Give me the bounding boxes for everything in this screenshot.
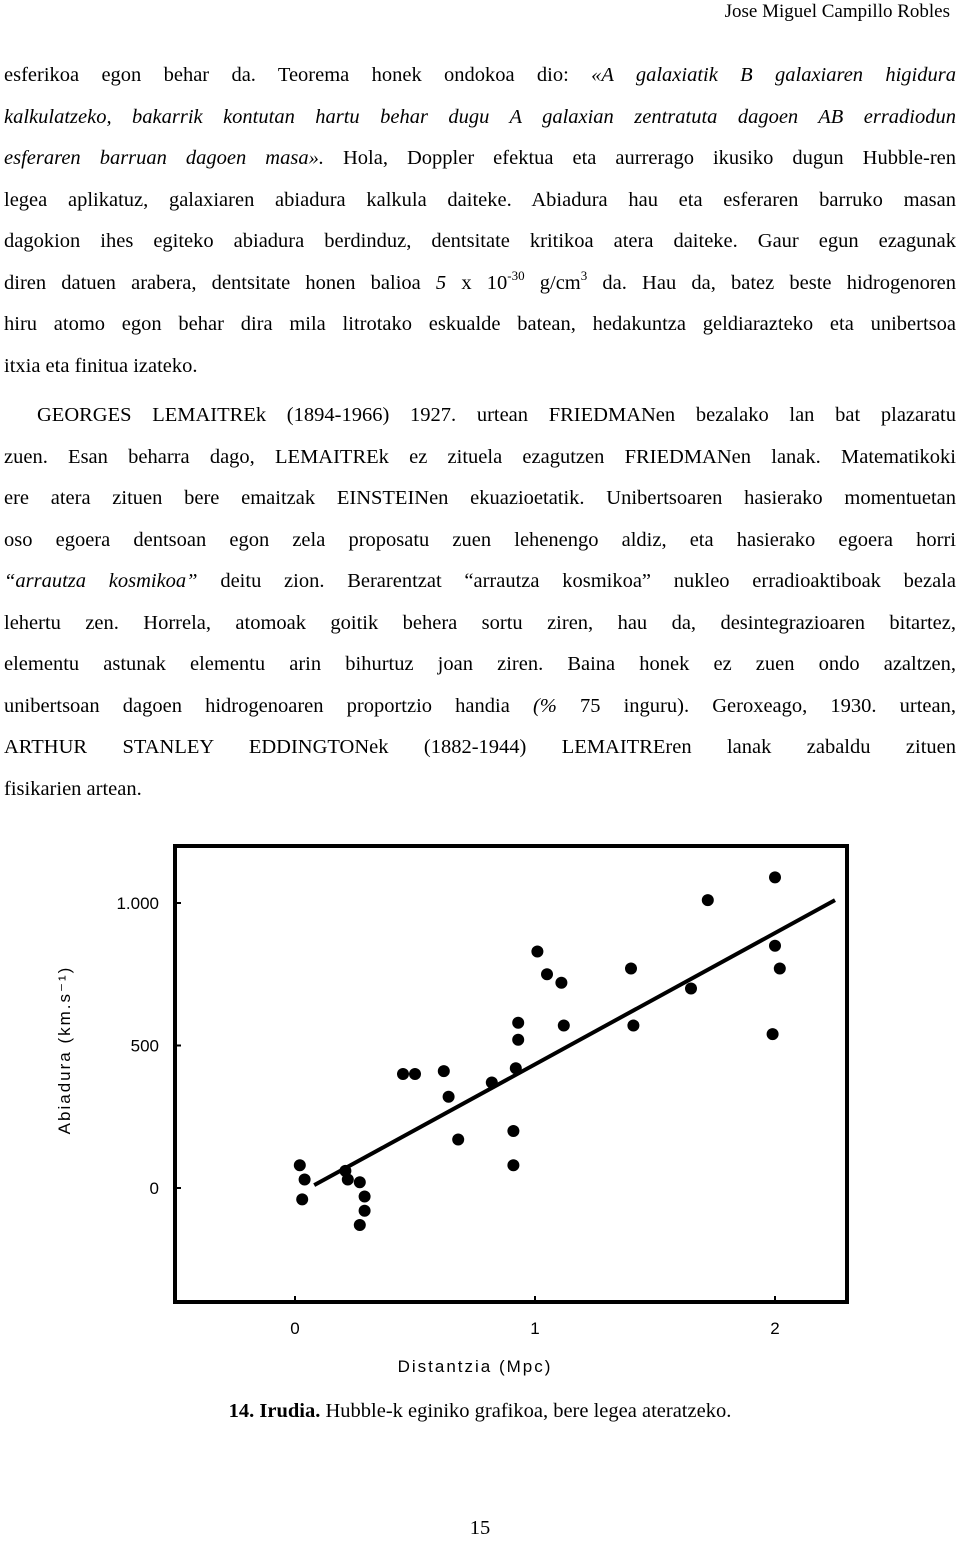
text-span-italic: “arrautza kosmikoa” bbox=[4, 570, 198, 592]
text-line: GEORGES LEMAITREk (1894-1966) 1927. urtean FRIEDMANen bezalako lan bat plazaratu bbox=[37, 404, 956, 426]
x-tick-label: 2 bbox=[770, 1319, 780, 1338]
data-point bbox=[767, 1028, 779, 1040]
text-line: dagokion ihes egiteko abiadura berdinduz, dentsitate kritikoa atera daiteke. Gaur egun ezagunak bbox=[4, 230, 956, 252]
text-line: lehertu zen. Horrela, atomoak goitik behera sortu ziren, hau da, desintegrazioaren bitartez, bbox=[4, 611, 956, 634]
text-span: Hola, Doppler efektua eta aurrerago ikusiko dugun Hubble-ren bbox=[323, 147, 956, 169]
x-axis-label: Distantzia (Mpc) bbox=[397, 1357, 553, 1376]
text-span: x 10 bbox=[446, 271, 508, 294]
data-point bbox=[769, 871, 781, 883]
x-tick-label: 0 bbox=[290, 1319, 300, 1338]
data-point bbox=[397, 1068, 409, 1080]
data-point bbox=[438, 1065, 450, 1077]
data-point bbox=[512, 1034, 524, 1046]
caption-label: 14. Irudia. bbox=[228, 1400, 321, 1422]
text-line: oso egoera dentsoan egon zela proposatu zuen lehenengo aldiz, eta hasierako egoera horri bbox=[4, 528, 956, 551]
text-span-italic: esferaren barruan dagoen masa». bbox=[4, 147, 324, 169]
data-point bbox=[354, 1176, 366, 1188]
exponent: 3 bbox=[580, 267, 588, 283]
plot-frame bbox=[175, 846, 847, 1302]
data-point bbox=[555, 977, 567, 989]
text-line: fisikarien artean. bbox=[4, 777, 142, 800]
data-point bbox=[541, 968, 553, 980]
data-point bbox=[531, 945, 543, 957]
data-point bbox=[685, 983, 697, 995]
y-axis-label: Abiadura (km.s⁻¹) bbox=[55, 965, 74, 1135]
text-span: diren datuen arabera, dentsitate honen balioa bbox=[4, 271, 436, 294]
text-line: hiru atomo egon behar dira mila litrotako eskualde batean, hedakuntza geldiarazteko eta unibertsoa bbox=[4, 313, 956, 335]
text-line: legea aplikatuz, galaxiaren abiadura kalkula daiteke. Abiadura hau eta esferaren barruko masan bbox=[4, 188, 956, 211]
data-point bbox=[299, 1173, 311, 1185]
text-span: g/cm bbox=[524, 271, 581, 294]
y-tick-label: 500 bbox=[130, 1036, 159, 1056]
text-span: da. Hau da, batez beste hidrogenoren bbox=[587, 271, 956, 294]
density-line bbox=[4, 263, 956, 305]
hubble-scatter-chart bbox=[25, 840, 925, 1390]
paragraph-1 bbox=[4, 55, 956, 263]
data-point bbox=[359, 1205, 371, 1217]
text-line: elementu astunak elementu arin bihurtuz joan ziren. Baina honek ez zuen ondo azaltzen, bbox=[4, 653, 956, 675]
text-span-italic: «A galaxiatik B galaxiaren higidura bbox=[591, 64, 956, 86]
exponent: -30 bbox=[507, 267, 525, 283]
text-span: esferikoa egon behar da. Teorema honek ondokoa dio: bbox=[4, 64, 592, 86]
paragraph-1-end bbox=[4, 304, 956, 387]
data-point bbox=[512, 1017, 524, 1029]
x-tick-label: 1 bbox=[530, 1319, 540, 1338]
regression-line bbox=[314, 900, 835, 1185]
data-point bbox=[443, 1091, 455, 1103]
text-span-italic: kalkulatzeko, bakarrik kontutan hartu behar dugu A galaxian zentratuta dagoen AB erradiodun bbox=[4, 105, 956, 128]
data-point bbox=[625, 963, 637, 975]
data-point bbox=[359, 1191, 371, 1203]
data-point bbox=[354, 1219, 366, 1231]
density-value: 5 bbox=[435, 271, 447, 294]
data-point bbox=[409, 1068, 421, 1080]
data-point bbox=[558, 1020, 570, 1032]
page-number: 15 bbox=[469, 1517, 491, 1539]
caption-text: Hubble-k eginiko grafikoa, bere legea ateratzeko. bbox=[320, 1400, 732, 1422]
data-point bbox=[774, 963, 786, 975]
figure-caption bbox=[0, 1400, 960, 1423]
text-span: deitu zion. Berarentzat “arrautza kosmikoa” nukleo erradioaktiboak bezala bbox=[197, 570, 956, 592]
text-span: 75 inguru). Geroxeago, 1930. urtean, bbox=[556, 694, 956, 717]
data-point bbox=[507, 1159, 519, 1171]
data-point bbox=[507, 1125, 519, 1137]
data-point bbox=[294, 1159, 306, 1171]
data-point bbox=[702, 894, 714, 906]
text-line: zuen. Esan beharra dago, LEMAITREk ez zituela ezagutzen FRIEDMANen lanak. Matematikoki bbox=[4, 445, 956, 468]
data-point bbox=[296, 1193, 308, 1205]
text-span-italic: (% bbox=[532, 694, 557, 717]
text-line: ARTHUR STANLEY EDDINGTONek (1882-1944) LEMAITREren lanak zabaldu zituen bbox=[4, 736, 956, 758]
data-point bbox=[627, 1020, 639, 1032]
running-header: Jose Miguel Campillo Robles bbox=[724, 1, 950, 22]
y-tick-label: 0 bbox=[149, 1179, 159, 1198]
data-point bbox=[452, 1134, 464, 1146]
text-span: unibertsoan dagoen hidrogenoaren proportzio handia bbox=[4, 694, 533, 717]
text-line: itxia eta finitua izateko. bbox=[4, 354, 198, 377]
paragraph-2 bbox=[4, 395, 956, 810]
data-point bbox=[342, 1173, 354, 1185]
data-point bbox=[769, 940, 781, 952]
y-tick-label: 1.000 bbox=[116, 894, 159, 913]
text-line: ere atera zituen bere emaitzak EINSTEINen ekuazioetatik. Unibertsoaren hasierako momentuetan bbox=[4, 487, 956, 509]
